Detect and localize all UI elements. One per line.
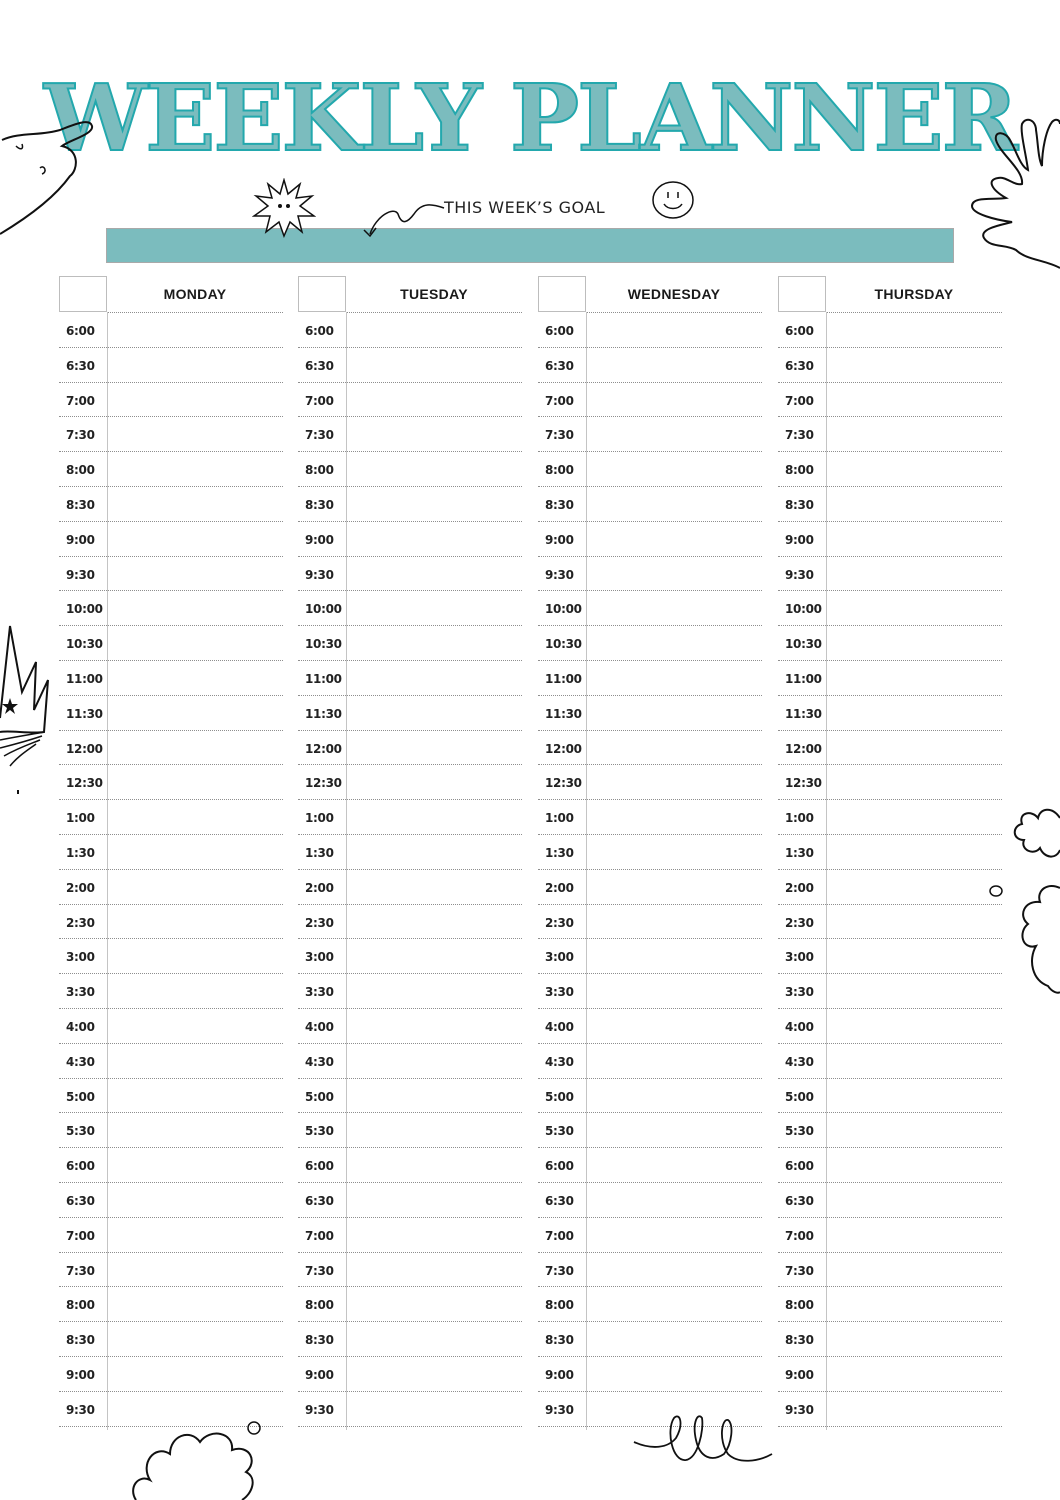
time-slot-row[interactable] xyxy=(59,661,283,696)
curved-arrow-doodle-icon xyxy=(362,196,446,240)
time-slot-row[interactable] xyxy=(59,835,283,870)
weekly-goal-field[interactable] xyxy=(106,228,954,263)
time-label: 9:00 xyxy=(545,1367,574,1382)
time-label: 3:00 xyxy=(785,950,814,965)
time-slot-row[interactable] xyxy=(538,1357,762,1392)
time-slot-row[interactable] xyxy=(59,1009,283,1044)
time-slot-row[interactable] xyxy=(538,313,762,348)
time-slot-row[interactable] xyxy=(778,1113,1002,1148)
time-slot-row[interactable] xyxy=(298,835,522,870)
time-label: 1:30 xyxy=(545,845,574,860)
time-label: 9:30 xyxy=(305,1402,334,1417)
time-label: 9:30 xyxy=(66,1402,95,1417)
time-label: 5:30 xyxy=(305,1124,334,1139)
time-slot-row[interactable] xyxy=(778,487,1002,522)
time-label: 6:00 xyxy=(785,324,814,338)
time-label: 1:00 xyxy=(305,811,334,826)
time-label: 8:00 xyxy=(785,1298,814,1313)
time-label: 10:00 xyxy=(305,602,342,617)
time-label: 7:00 xyxy=(66,393,95,408)
time-slot-row[interactable] xyxy=(298,905,522,940)
time-label: 10:30 xyxy=(545,637,582,652)
page-title: WEEKLY PLANNER xyxy=(43,64,1017,172)
time-label: 3:00 xyxy=(66,950,95,965)
time-label: 3:00 xyxy=(305,950,334,965)
time-label: 7:00 xyxy=(545,393,574,408)
time-slot-row[interactable] xyxy=(538,626,762,661)
time-label: 6:00 xyxy=(785,1159,814,1174)
time-slot-row[interactable] xyxy=(298,1218,522,1253)
time-slot-row[interactable] xyxy=(538,1079,762,1114)
time-slot-row[interactable] xyxy=(538,765,762,800)
time-slot-row[interactable] xyxy=(778,800,1002,835)
time-slot-row[interactable] xyxy=(778,1044,1002,1079)
time-slot-row[interactable] xyxy=(59,939,283,974)
time-slot-row[interactable] xyxy=(778,905,1002,940)
time-label: 4:00 xyxy=(305,1019,334,1034)
time-slot-row[interactable] xyxy=(538,1044,762,1079)
time-label: 2:00 xyxy=(66,880,95,895)
time-label: 3:30 xyxy=(785,985,814,1000)
time-label: 3:30 xyxy=(545,985,574,1000)
time-slot-row[interactable] xyxy=(298,348,522,383)
time-slot-row[interactable] xyxy=(298,522,522,557)
time-slot-row[interactable] xyxy=(538,1009,762,1044)
time-slot-row[interactable] xyxy=(538,417,762,452)
time-label: 4:00 xyxy=(785,1019,814,1034)
time-slot-row[interactable] xyxy=(778,731,1002,766)
time-label: 8:00 xyxy=(305,463,334,478)
scribble-loops-doodle-icon xyxy=(632,1410,782,1470)
time-label: 12:00 xyxy=(785,741,822,756)
time-slot-row[interactable] xyxy=(778,661,1002,696)
time-slot-row[interactable] xyxy=(59,1218,283,1253)
time-slot-row[interactable] xyxy=(59,1357,283,1392)
time-slot-row[interactable] xyxy=(59,1322,283,1357)
time-slot-row[interactable] xyxy=(538,696,762,731)
time-slot-list xyxy=(59,313,283,1427)
time-slot-row[interactable] xyxy=(298,591,522,626)
smiley-face-doodle-icon xyxy=(650,180,696,220)
time-slot-row[interactable] xyxy=(538,661,762,696)
time-slot-row[interactable] xyxy=(298,1148,522,1183)
time-label: 10:00 xyxy=(545,602,582,617)
time-label: 8:00 xyxy=(305,1298,334,1313)
time-slot-row[interactable] xyxy=(298,626,522,661)
day-header: WEDNESDAY xyxy=(627,286,721,302)
time-slot-row[interactable] xyxy=(778,591,1002,626)
time-slot-row[interactable] xyxy=(298,661,522,696)
time-label: 7:30 xyxy=(545,428,574,443)
time-label: 5:30 xyxy=(66,1124,95,1139)
time-slot-row[interactable] xyxy=(59,626,283,661)
time-label: 7:00 xyxy=(305,1228,334,1243)
time-slot-row[interactable] xyxy=(59,452,283,487)
time-slot-row[interactable] xyxy=(298,1113,522,1148)
time-label: 5:00 xyxy=(66,1089,95,1104)
time-slot-row[interactable] xyxy=(778,939,1002,974)
time-slot-row[interactable] xyxy=(298,939,522,974)
time-slot-row[interactable] xyxy=(778,696,1002,731)
time-slot-row[interactable] xyxy=(59,731,283,766)
time-slot-row[interactable] xyxy=(59,905,283,940)
time-slot-row[interactable] xyxy=(538,870,762,905)
time-slot-row[interactable] xyxy=(778,1079,1002,1114)
time-slot-row[interactable] xyxy=(298,557,522,592)
time-slot-row[interactable] xyxy=(538,383,762,418)
time-slot-list xyxy=(778,313,1002,1427)
time-slot-row[interactable] xyxy=(778,522,1002,557)
time-label: 2:00 xyxy=(545,880,574,895)
time-label: 4:00 xyxy=(545,1019,574,1034)
day-header: TUESDAY xyxy=(400,286,468,302)
time-slot-row[interactable] xyxy=(778,1009,1002,1044)
time-label: 2:30 xyxy=(545,915,574,930)
cloud-doodle-icon xyxy=(1018,880,1060,1000)
time-slot-row[interactable] xyxy=(298,452,522,487)
time-label: 8:00 xyxy=(545,1298,574,1313)
time-label: 6:00 xyxy=(545,1159,574,1174)
time-label: 10:30 xyxy=(305,637,342,652)
time-slot-row[interactable] xyxy=(778,1287,1002,1322)
time-label: 6:30 xyxy=(305,358,334,373)
time-slot-row[interactable] xyxy=(298,800,522,835)
time-slot-row[interactable] xyxy=(778,835,1002,870)
time-slot-list xyxy=(298,313,522,1427)
time-label: 12:00 xyxy=(305,741,342,756)
time-slot-row[interactable] xyxy=(298,1044,522,1079)
time-slot-row[interactable] xyxy=(59,800,283,835)
time-slot-row[interactable] xyxy=(538,939,762,974)
day-checkbox[interactable] xyxy=(59,276,107,312)
time-label: 6:30 xyxy=(305,1193,334,1208)
day-checkbox[interactable] xyxy=(298,276,346,312)
time-slot-row[interactable] xyxy=(298,383,522,418)
time-slot-row[interactable] xyxy=(778,452,1002,487)
time-label: 2:00 xyxy=(785,880,814,895)
time-label: 12:00 xyxy=(66,741,103,756)
time-label: 10:30 xyxy=(66,637,103,652)
time-label: 9:00 xyxy=(785,532,814,547)
time-label: 6:30 xyxy=(66,358,95,373)
time-slot-row[interactable] xyxy=(778,1357,1002,1392)
time-label: 12:30 xyxy=(785,776,822,791)
time-slot-row[interactable] xyxy=(59,522,283,557)
time-slot-row[interactable] xyxy=(59,1148,283,1183)
time-label: 6:30 xyxy=(66,1193,95,1208)
time-slot-row[interactable] xyxy=(538,800,762,835)
time-slot-list xyxy=(538,313,762,1427)
time-slot-row[interactable] xyxy=(778,870,1002,905)
pointing-hand-doodle-icon xyxy=(0,110,100,240)
time-label: 8:00 xyxy=(66,463,95,478)
time-label: 9:00 xyxy=(305,532,334,547)
time-slot-row[interactable] xyxy=(538,487,762,522)
time-label: 9:00 xyxy=(785,1367,814,1382)
time-slot-row[interactable] xyxy=(778,1183,1002,1218)
time-slot-row[interactable] xyxy=(538,1113,762,1148)
time-slot-row[interactable] xyxy=(538,1253,762,1288)
time-label: 6:30 xyxy=(545,1193,574,1208)
time-label: 5:00 xyxy=(785,1089,814,1104)
time-slot-row[interactable] xyxy=(778,1148,1002,1183)
time-label: 7:00 xyxy=(785,1228,814,1243)
time-label: 4:00 xyxy=(66,1019,95,1034)
time-label: 8:30 xyxy=(305,497,334,512)
time-label: 6:00 xyxy=(305,324,334,338)
time-slot-row[interactable] xyxy=(298,1322,522,1357)
time-label: 6:00 xyxy=(545,324,574,338)
flower-cloud-doodle-icon xyxy=(1012,804,1060,864)
time-label: 9:00 xyxy=(545,532,574,547)
time-slot-row[interactable] xyxy=(59,696,283,731)
time-slot-row[interactable] xyxy=(538,1148,762,1183)
time-label: 7:00 xyxy=(305,393,334,408)
time-slot-row[interactable] xyxy=(298,765,522,800)
time-slot-row[interactable] xyxy=(538,835,762,870)
time-slot-row[interactable] xyxy=(59,1287,283,1322)
time-slot-row[interactable] xyxy=(778,417,1002,452)
time-label: 9:00 xyxy=(66,1367,95,1382)
time-label: 4:30 xyxy=(545,1054,574,1069)
time-slot-row[interactable] xyxy=(59,487,283,522)
time-label: 10:00 xyxy=(785,602,822,617)
time-label: 10:30 xyxy=(785,637,822,652)
time-label: 12:30 xyxy=(66,776,103,791)
time-label: 12:30 xyxy=(305,776,342,791)
time-label: 2:30 xyxy=(305,915,334,930)
day-checkbox[interactable] xyxy=(778,276,826,312)
time-slot-row[interactable] xyxy=(298,1009,522,1044)
time-slot-row[interactable] xyxy=(538,1322,762,1357)
time-label: 7:30 xyxy=(66,1263,95,1278)
time-label: 11:30 xyxy=(785,706,822,721)
time-label: 2:00 xyxy=(305,880,334,895)
time-label: 7:30 xyxy=(785,428,814,443)
time-label: 11:30 xyxy=(545,706,582,721)
time-slot-row[interactable] xyxy=(538,522,762,557)
time-label: 5:00 xyxy=(545,1089,574,1104)
time-slot-row[interactable] xyxy=(59,1079,283,1114)
time-slot-row[interactable] xyxy=(778,1218,1002,1253)
time-label: 2:30 xyxy=(785,915,814,930)
time-slot-row[interactable] xyxy=(778,974,1002,1009)
time-slot-row[interactable] xyxy=(778,383,1002,418)
time-slot-row[interactable] xyxy=(298,487,522,522)
time-label: 11:00 xyxy=(785,671,822,686)
time-slot-row[interactable] xyxy=(59,1183,283,1218)
time-label: 12:30 xyxy=(545,776,582,791)
time-slot-row[interactable] xyxy=(538,557,762,592)
time-label: 6:30 xyxy=(785,358,814,373)
time-label: 1:00 xyxy=(66,811,95,826)
time-label: 6:30 xyxy=(545,358,574,373)
time-slot-row[interactable] xyxy=(298,1253,522,1288)
time-label: 11:00 xyxy=(305,671,342,686)
time-slot-row[interactable] xyxy=(538,905,762,940)
time-slot-row[interactable] xyxy=(298,313,522,348)
time-slot-row[interactable] xyxy=(778,313,1002,348)
time-slot-row[interactable] xyxy=(59,870,283,905)
time-slot-row[interactable] xyxy=(538,1287,762,1322)
time-label: 1:00 xyxy=(545,811,574,826)
bottom-cloud-doodle-icon xyxy=(126,1418,286,1500)
time-slot-row[interactable] xyxy=(59,348,283,383)
time-label: 11:00 xyxy=(545,671,582,686)
time-label: 9:30 xyxy=(66,567,95,582)
time-label: 8:00 xyxy=(785,463,814,478)
time-slot-row[interactable] xyxy=(59,417,283,452)
time-label: 6:00 xyxy=(305,1159,334,1174)
time-label: 3:30 xyxy=(305,985,334,1000)
time-label: 9:30 xyxy=(785,1402,814,1417)
time-label: 4:30 xyxy=(66,1054,95,1069)
time-slot-row[interactable] xyxy=(298,417,522,452)
time-slot-row[interactable] xyxy=(59,1044,283,1079)
time-label: 3:00 xyxy=(545,950,574,965)
time-label: 4:30 xyxy=(305,1054,334,1069)
time-slot-row[interactable] xyxy=(298,731,522,766)
time-slot-row[interactable] xyxy=(59,313,283,348)
time-slot-row[interactable] xyxy=(59,383,283,418)
time-slot-row[interactable] xyxy=(59,557,283,592)
time-slot-row[interactable] xyxy=(778,1253,1002,1288)
time-label: 1:30 xyxy=(66,845,95,860)
time-label: 5:30 xyxy=(785,1124,814,1139)
time-label: 7:30 xyxy=(66,428,95,443)
time-label: 12:00 xyxy=(545,741,582,756)
time-slot-row[interactable] xyxy=(59,1253,283,1288)
time-label: 9:30 xyxy=(305,567,334,582)
time-label: 10:00 xyxy=(66,602,103,617)
time-label: 9:30 xyxy=(545,1402,574,1417)
time-label: 8:30 xyxy=(305,1333,334,1348)
time-label: 8:30 xyxy=(545,1333,574,1348)
time-slot-row[interactable] xyxy=(298,1079,522,1114)
time-label: 8:30 xyxy=(785,1333,814,1348)
time-label: 1:00 xyxy=(785,811,814,826)
time-label: 7:30 xyxy=(545,1263,574,1278)
time-label: 1:30 xyxy=(785,845,814,860)
time-slot-row[interactable] xyxy=(778,557,1002,592)
time-label: 11:30 xyxy=(66,706,103,721)
time-label: 9:00 xyxy=(305,1367,334,1382)
time-label: 6:00 xyxy=(66,324,95,338)
weekly-goal-label: THIS WEEK’S GOAL xyxy=(444,198,606,217)
time-slot-row[interactable] xyxy=(59,765,283,800)
time-slot-row[interactable] xyxy=(298,974,522,1009)
time-slot-row[interactable] xyxy=(298,1183,522,1218)
waving-hand-doodle-icon xyxy=(966,110,1060,270)
small-circle-doodle-icon xyxy=(988,884,1004,898)
time-label: 7:30 xyxy=(785,1263,814,1278)
time-label: 6:30 xyxy=(785,1193,814,1208)
time-label: 8:30 xyxy=(545,497,574,512)
time-label: 7:30 xyxy=(305,1263,334,1278)
time-label: 2:30 xyxy=(66,915,95,930)
time-label: 8:00 xyxy=(545,463,574,478)
time-slot-row[interactable] xyxy=(59,1113,283,1148)
time-label: 1:30 xyxy=(305,845,334,860)
time-label: 7:00 xyxy=(785,393,814,408)
time-slot-row[interactable] xyxy=(778,626,1002,661)
time-label: 6:00 xyxy=(66,1159,95,1174)
spiky-star-doodle-icon xyxy=(252,178,316,238)
time-label: 5:00 xyxy=(305,1089,334,1104)
time-slot-row[interactable] xyxy=(298,1287,522,1322)
time-label: 8:30 xyxy=(66,1333,95,1348)
time-label: 7:00 xyxy=(66,1228,95,1243)
time-slot-row[interactable] xyxy=(538,1183,762,1218)
time-slot-row[interactable] xyxy=(538,348,762,383)
time-label: 11:00 xyxy=(66,671,103,686)
time-slot-row[interactable] xyxy=(298,1357,522,1392)
time-label: 8:30 xyxy=(66,497,95,512)
day-header: MONDAY xyxy=(163,286,227,302)
day-header: THURSDAY xyxy=(874,286,954,302)
crown-doodle-icon xyxy=(0,622,56,794)
time-slot-row[interactable] xyxy=(298,696,522,731)
time-slot-row[interactable] xyxy=(538,591,762,626)
time-slot-row[interactable] xyxy=(298,870,522,905)
time-slot-row[interactable] xyxy=(778,1322,1002,1357)
time-label: 9:30 xyxy=(785,567,814,582)
time-label: 7:00 xyxy=(545,1228,574,1243)
time-label: 7:30 xyxy=(305,428,334,443)
time-slot-row[interactable] xyxy=(778,1392,1002,1427)
time-label: 11:30 xyxy=(305,706,342,721)
time-slot-row[interactable] xyxy=(298,1392,522,1427)
time-label: 9:00 xyxy=(66,532,95,547)
time-slot-row[interactable] xyxy=(778,348,1002,383)
time-label: 5:30 xyxy=(545,1124,574,1139)
time-slot-row[interactable] xyxy=(538,452,762,487)
day-checkbox[interactable] xyxy=(538,276,586,312)
time-slot-row[interactable] xyxy=(59,591,283,626)
time-label: 3:30 xyxy=(66,985,95,1000)
time-label: 8:00 xyxy=(66,1298,95,1313)
time-slot-row[interactable] xyxy=(538,1218,762,1253)
time-label: 8:30 xyxy=(785,497,814,512)
time-slot-row[interactable] xyxy=(538,974,762,1009)
time-label: 4:30 xyxy=(785,1054,814,1069)
time-slot-row[interactable] xyxy=(59,974,283,1009)
time-label: 9:30 xyxy=(545,567,574,582)
time-slot-row[interactable] xyxy=(538,731,762,766)
time-slot-row[interactable] xyxy=(778,765,1002,800)
